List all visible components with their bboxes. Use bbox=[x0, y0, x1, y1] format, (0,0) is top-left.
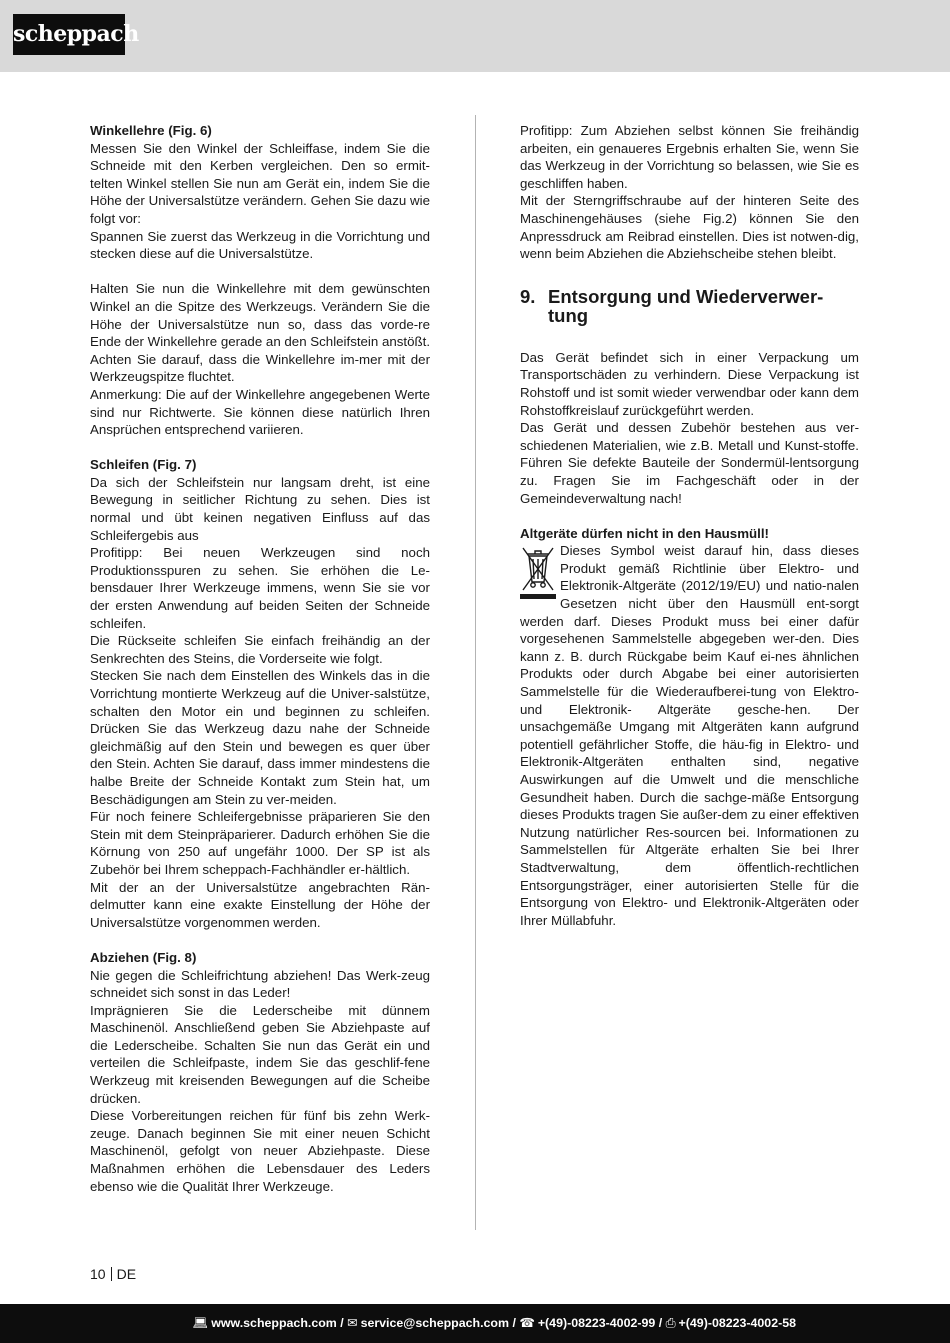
page-number bbox=[90, 1266, 136, 1282]
paragraph: Anmerkung: Die auf der Winkellehre angegebenen Werte sind nur Richtwerte. Sie können diese natürlich Ihren Ansprüchen entsprechend variieren. bbox=[90, 386, 430, 438]
website-link[interactable]: www.scheppach.com bbox=[211, 1316, 337, 1330]
phone-icon: ☎ bbox=[519, 1316, 535, 1330]
footer-contact bbox=[193, 1304, 796, 1343]
footer-separator: / bbox=[658, 1316, 663, 1330]
right-column bbox=[520, 122, 859, 929]
paragraph: Das Gerät und dessen Zubehör bestehen aus ver-schiedenen Materialien, wie z.B. Metall und Kunst-stoffe. Führen Sie defekte Bauteile der Sondermül-lentsorgung zu. Fragen Sie im Fachgeschäft oder in der Gemeindeverwaltung nach! bbox=[520, 420, 859, 506]
paragraph: Halten Sie nun die Winkellehre mit dem gewünschten Winkel an die Spitze des Werkzeugs. Verändern Sie die Höhe der Universalstütze nun so, dass das vorde-re Ende der Winkellehre gerade an den Schleifstein anstößt. Achten Sie darauf, dass die Winkellehre im-mer mit der Werkzeugspitze fluchtet. bbox=[90, 281, 431, 385]
crossed-out-wheelie-bin-icon bbox=[520, 544, 556, 600]
paragraph: Da sich der Schleifstein nur langsam dreht, ist eine Bewegung in seitlicher Richtung zu sehen. Dies ist normal und übt keinen negativen Einfluss auf das Schleifergebis aus bbox=[90, 474, 430, 543]
paragraph: Spannen Sie zuerst das Werkzeug in die Vorrichtung und stecken diese auf die Universalstütze. bbox=[90, 228, 430, 262]
email-link[interactable]: service@scheppach.com bbox=[360, 1316, 510, 1330]
section-title: Entsorgung und Wiederverwer-tung bbox=[548, 285, 824, 326]
paragraph: Imprägnieren Sie die Lederscheibe mit dünnem Maschinenöl. Anschließend geben Sie Abziehpaste auf die Lederscheibe. Schalten Sie nun das Gerät ein und verteilen die Schleifpaste, indem Sie das geschlif-fene Werkzeug mit kreisenden Bewegungen auf die Scheibe drücken. bbox=[90, 1002, 430, 1106]
schleifen-heading: Schleifen (Fig. 7) bbox=[90, 457, 197, 473]
weee-notice bbox=[520, 542, 859, 929]
paragraph: Profitipp: Bei neuen Werkzeugen sind noch Produktionsspuren zu sehen. Sie erhöhen die Le-bensdauer Ihrer Werkzeuge immens, wenn Sie sie vor der ersten Anwendung auf beiden Seiten der Schneide schleifen. bbox=[90, 545, 430, 631]
header-bar bbox=[0, 0, 950, 72]
language-code: DE bbox=[116, 1266, 137, 1282]
computer-icon: 💻︎ bbox=[192, 1316, 209, 1330]
footer-separator: / bbox=[340, 1316, 344, 1330]
section-heading bbox=[520, 287, 859, 325]
paragraph: Mit der Sterngriffschraube auf der hinteren Seite des Maschinengehäuses (siehe Fig.2) können Sie den Anpressdruck am Reibrad einstellen. Dies ist notwen-dig, wenn beim Abziehen die Abziehscheibe stehen bleibt. bbox=[520, 193, 859, 262]
footer-bar bbox=[0, 1304, 950, 1343]
abziehen-heading: Abziehen (Fig. 8) bbox=[90, 949, 197, 965]
mail-icon: ✉ bbox=[347, 1316, 358, 1330]
section-number: 9. bbox=[520, 285, 536, 307]
paragraph: Für noch feinere Schleifergebnisse präparieren Sie den Stein mit dem Steinpräparierer. Dadurch erhöhen Sie die Körnung von 250 auf ungefähr 1000. Der SP ist als Zubehör bei Ihrem scheppach-Fachhändler er-hältlich. bbox=[90, 809, 430, 877]
phone-number[interactable]: +(49)-08223-4002-99 bbox=[537, 1316, 656, 1330]
page-number-value: 10 bbox=[90, 1266, 106, 1282]
scheppach-logo: scheppach bbox=[13, 14, 125, 55]
paragraph: Messen Sie den Winkel der Schleiffase, indem Sie die Schneide mit den Kerben vergleichen. Den so ermit-telten Winkel stellen Sie nun am Gerät ein, indem Sie die Höhe der Universalstütze verändern. Gehen Sie dazu wie folgt vor: bbox=[90, 140, 430, 226]
column-divider bbox=[475, 115, 476, 1230]
paragraph: Stecken Sie nach dem Einstellen des Winkels das in die Vorrichtung montierte Werkzeug auf die Univer-salstütze, schalten den Motor ein und beginnen zu schleifen. Drücken Sie das Werkzeug dazu nahe der Schneide gleichmäßig auf den Stein und bewegen es quer über den Stein. Achten Sie darauf, dass immer mindestens die halbe Breite der Schneide Kontakt zum Stein hat, um Beschädigungen am Stein zu ver-meiden. bbox=[90, 668, 430, 807]
paragraph: Dieses Symbol weist darauf hin, dass dieses Produkt gemäß Richtlinie über Elektro- und Elektronik-Altgeräte (2012/19/EU) und natio-nalen Gesetzen nicht über den Hausmüll ent-sorgt werden darf. Dieses Produkt muss bei einer dafür vorgesehenen Sammelstelle abgegeben wer-den. Dies kann z. B. durch Rückgabe beim Kauf ei-nes ähnlichen Produkts oder durch Abgabe bei einer autorisierten Sammelstelle für die Wiederaufberei-tung von Elektro- und Elektronik- Altgeräte gesche-hen. Der unsachgemäße Umgang mit Altgeräten kann aufgrund potentiell gefährlicher Stoffe, die häu-fig in Elektro- und Elektronik-Altgeräten enthalten sind, negative Auswirkungen auf die Umwelt und die menschliche Gesundheit haben. Durch die sachge-mäße Entsorgung dieses Produkts tragen Sie außer-dem zu einer effektiven Nutzung natürlicher Res-sourcen bei. Informationen zu Sammelstellen für Altgeräte erhalten Sie bei Ihrer Stadtverwaltung, dem öffentlich-rechtlichen Entsorgungsträger, einer autorisierten Stelle für die Entsorgung von Elektro- und Elektronik-Altgeräten oder Ihrer Müllabfuhr. bbox=[520, 543, 860, 928]
winkellehre-heading: Winkellehre (Fig. 6) bbox=[90, 123, 212, 138]
fax-number: +(49)-08223-4002-58 bbox=[678, 1316, 796, 1330]
paragraph: Die Rückseite schleifen Sie einfach freihändig an der Senkrechten des Steins, die Vorderseite wie folgt. bbox=[90, 633, 430, 666]
paragraph: Das Gerät befindet sich in einer Verpackung um Transportschäden zu verhindern. Diese Verpackung ist Rohstoff und ist somit wieder verwendbar oder kann dem Rohstoffkreislauf zurückgeführt werden. bbox=[520, 349, 859, 418]
paragraph: Profitipp: Zum Abziehen selbst können Sie freihändig arbeiten, ein genaueres Ergebnis erhalten Sie, wenn Sie das Werkzeug in der Vorrichtung so belassen, wie Sie es geschliffen haben. bbox=[520, 123, 859, 191]
fax-icon: ⎙ bbox=[665, 1316, 676, 1330]
paragraph: Diese Vorbereitungen reichen für fünf bis zehn Werk-zeuge. Danach beginnen Sie mit einer neuen Schicht Maschinenöl, gefolgt von neuer Abziehpaste. Diese Maßnahmen erhöhen die Lebensdauer des Leders ebenso wie die Qualität Ihrer Werkzeuge. bbox=[90, 1108, 430, 1194]
paragraph: Nie gegen die Schleifrichtung abziehen! Das Werk-zeug schneidet sich sonst in das Leder! bbox=[90, 967, 430, 1001]
footer-separator: / bbox=[512, 1316, 516, 1330]
altgeraete-heading: Altgeräte dürfen nicht in den Hausmüll! bbox=[520, 525, 769, 541]
paragraph: Mit der an der Universalstütze angebrachten Rän-delmutter kann eine exakte Einstellung der Höhe der Universalstütze vorgenommen werden. bbox=[90, 879, 430, 930]
left-column bbox=[90, 122, 430, 1195]
page-number-separator bbox=[111, 1267, 112, 1281]
